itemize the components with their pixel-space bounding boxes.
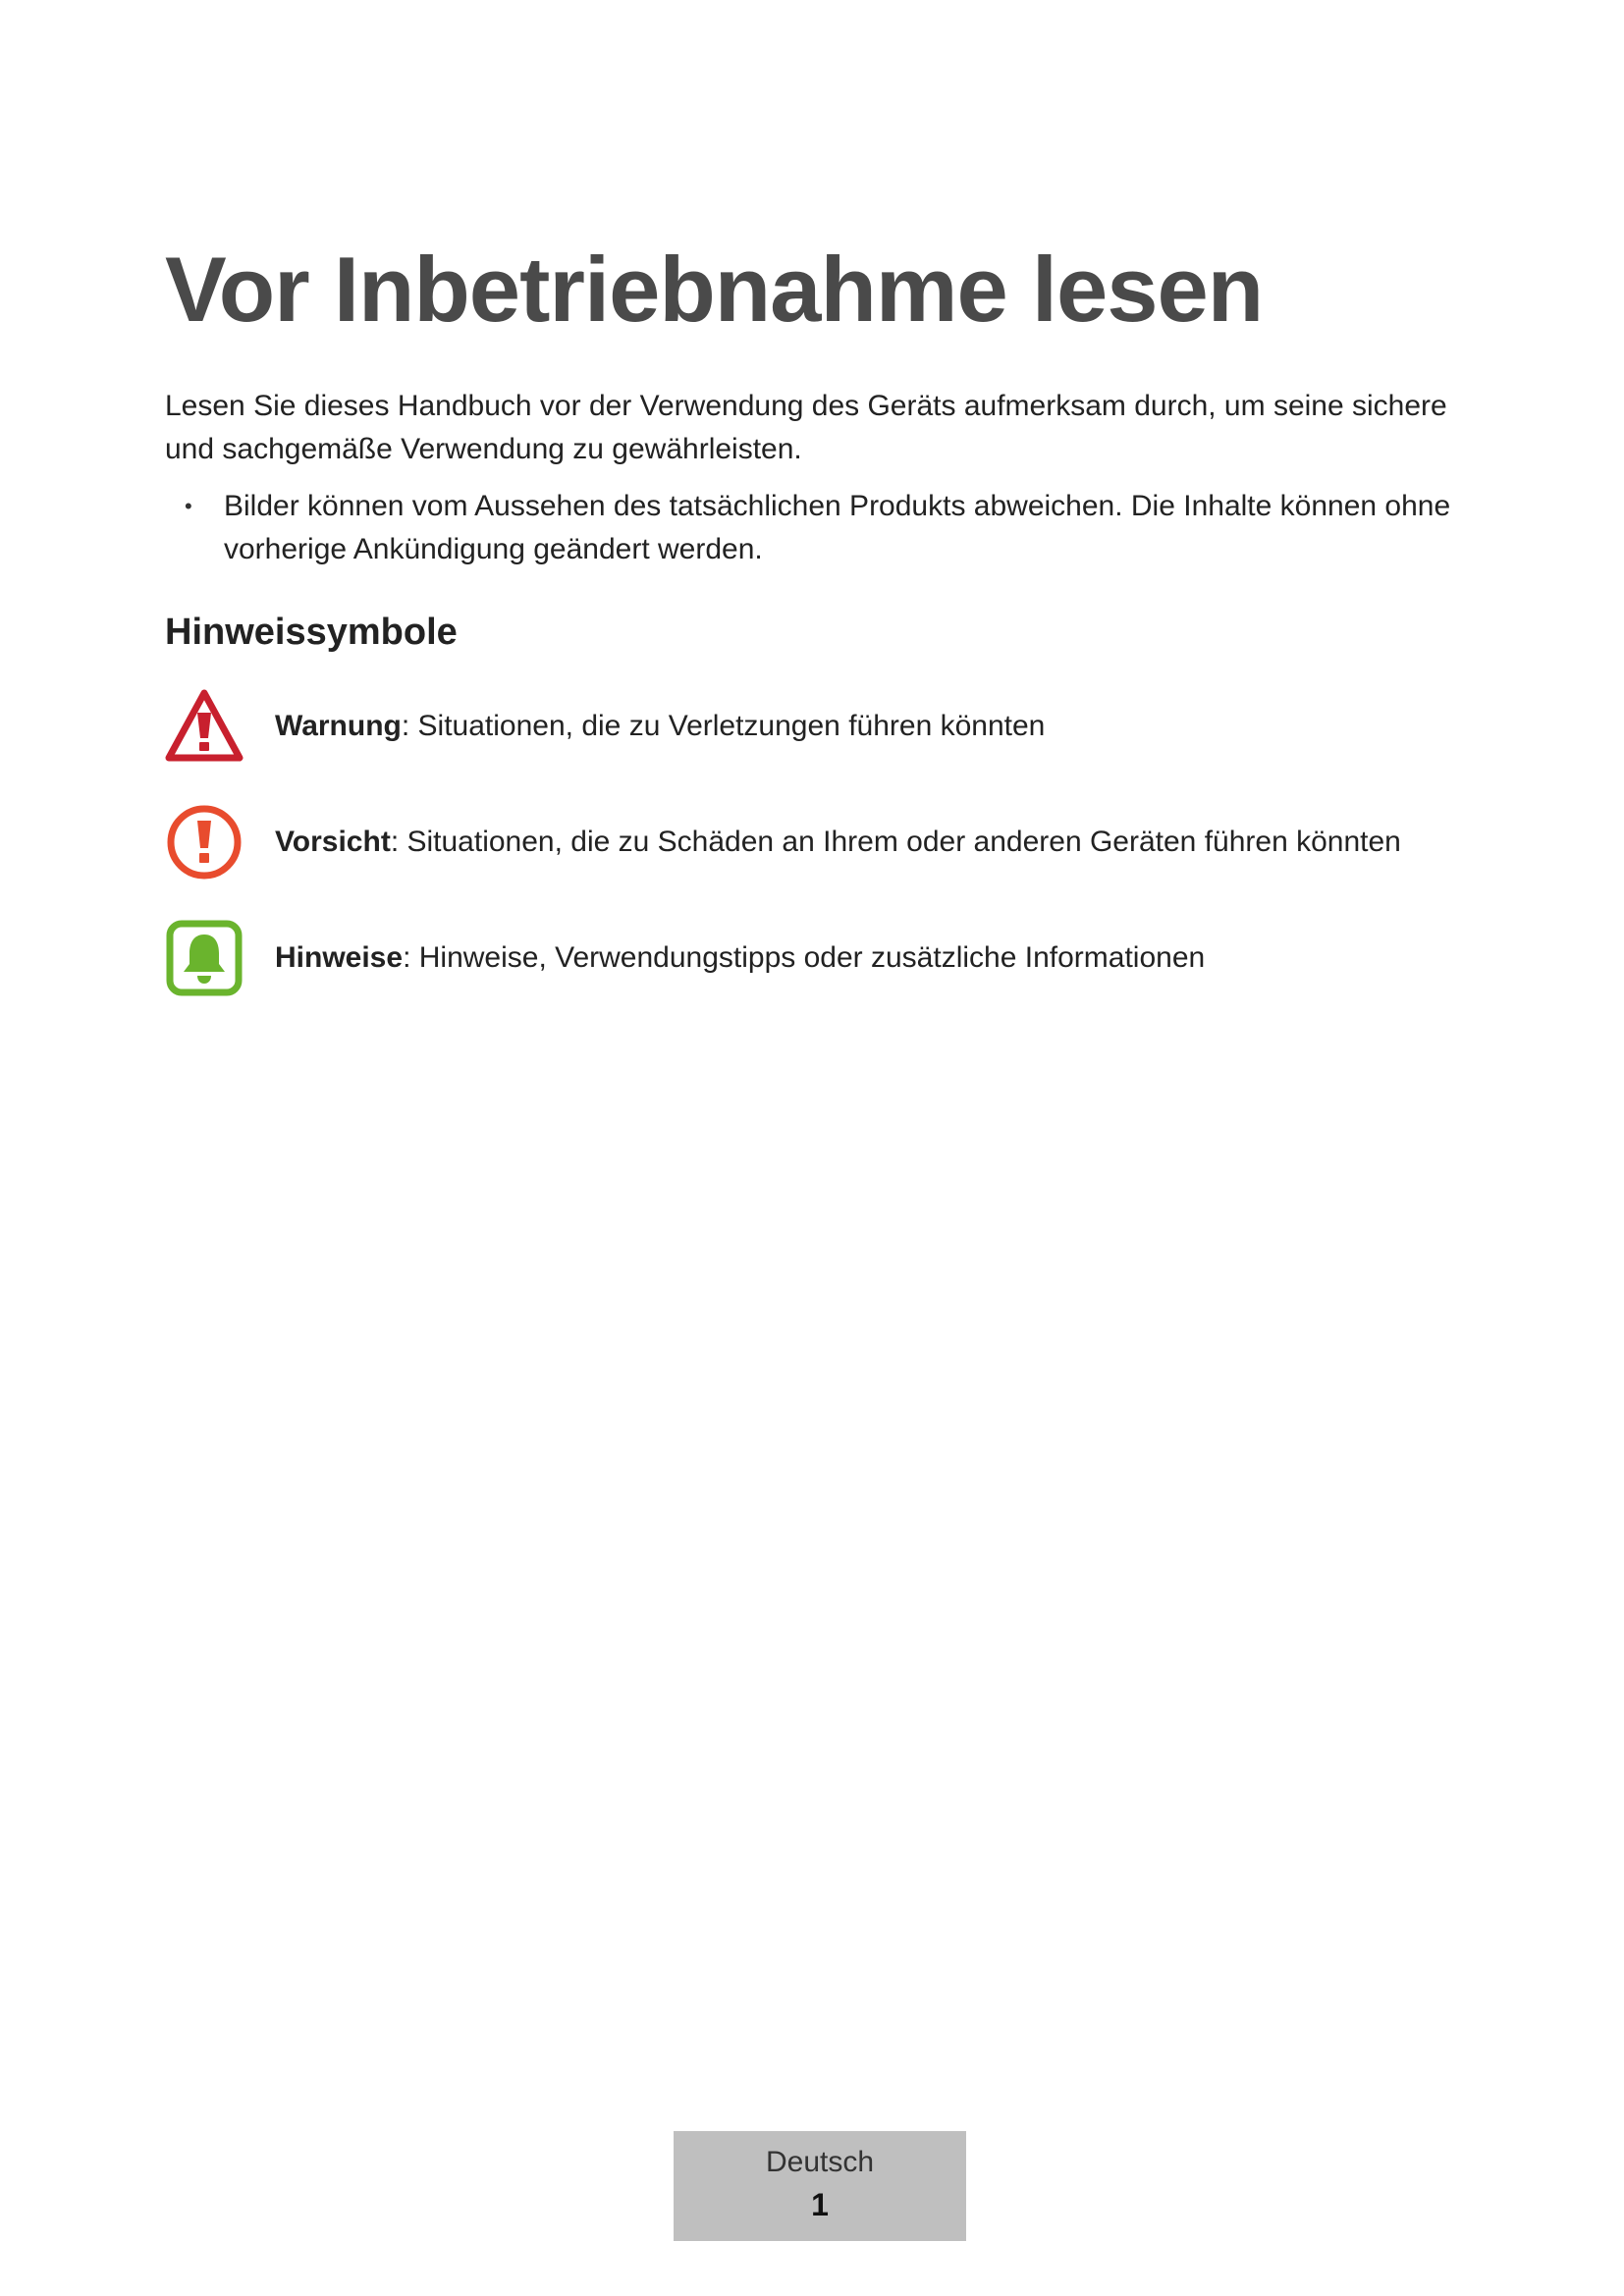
symbol-row-warning (165, 687, 1441, 766)
symbol-explanation: : Situationen, die zu Verletzungen führen könnten (401, 710, 1046, 742)
footer-language: Deutsch (765, 2146, 875, 2178)
page-footer (674, 2131, 966, 2241)
symbol-explanation: : Hinweise, Verwendungstipps oder zusätzliche Informationen (403, 941, 1206, 974)
symbol-row-note (165, 919, 1441, 997)
symbol-term: Hinweise (275, 941, 404, 974)
symbol-term: Warnung (275, 710, 402, 742)
intro-paragraph: Lesen Sie dieses Handbuch vor der Verwendung des Geräts aufmerksam durch, um seine sichere und sachgemäße Verwendung zu gewährleisten. (165, 390, 1447, 465)
symbol-term: Vorsicht (275, 826, 391, 858)
list-item (185, 485, 1461, 571)
warning-triangle-icon (165, 687, 244, 766)
note-bell-icon (165, 919, 244, 997)
symbol-explanation: : Situationen, die zu Schäden an Ihrem oder anderen Geräten führen könnten (390, 826, 1401, 858)
symbol-row-caution (165, 803, 1441, 881)
page-number: 1 (811, 2187, 829, 2222)
symbol-description (275, 826, 1401, 859)
symbol-description (275, 941, 1205, 975)
section-title: Hinweissymbole (165, 612, 458, 653)
bullet-text: Bilder können vom Aussehen des tatsächlichen Produkts abweichen. Die Inhalte können ohne vorherige Ankündigung geändert werden. (224, 490, 1451, 565)
symbol-description (275, 710, 1045, 743)
caution-circle-icon (165, 803, 244, 881)
page-title: Vor Inbetriebnahme lesen (165, 238, 1264, 341)
bullet-marker: • (185, 494, 192, 518)
